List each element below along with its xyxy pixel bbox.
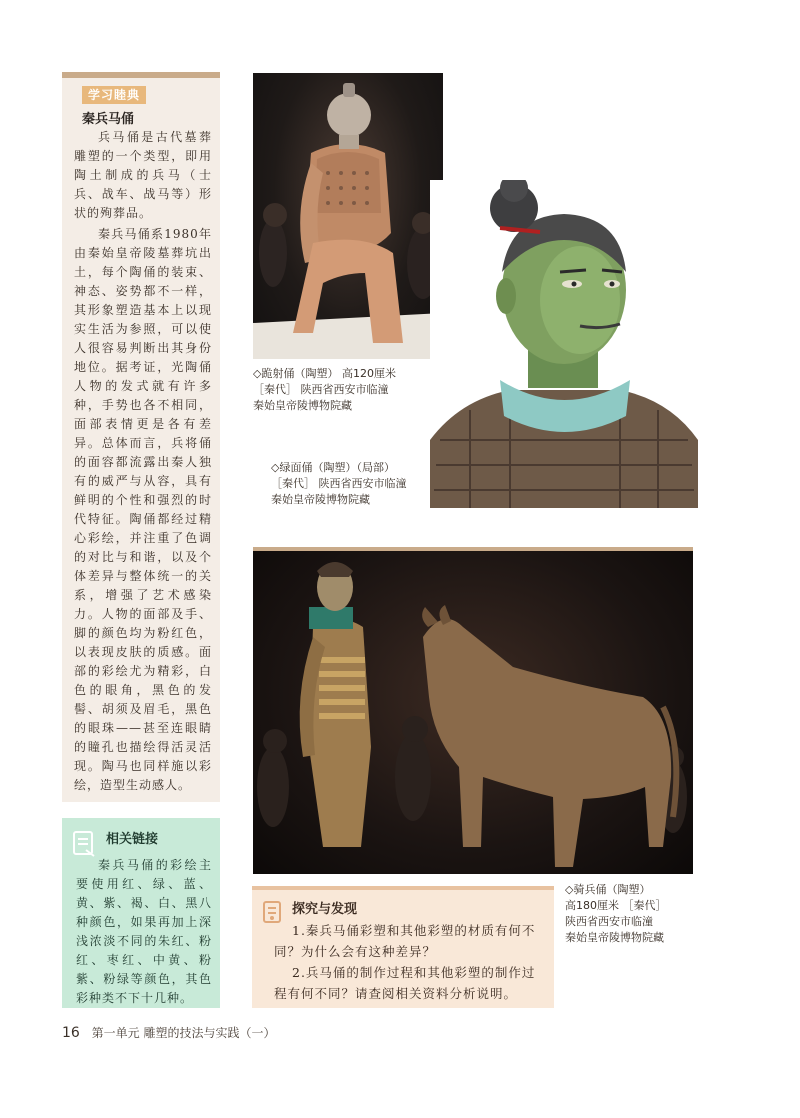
sidebar-paragraph-2: 秦兵马俑系1980年由秦始皇帝陵墓葬坑出土，每个陶俑的装束、神态、姿势都不一样，其形象塑造基本上以现实生活为参照，可以使人很容易判断出其身份地位。据考证，光陶俑人物的发式就有许多种，手势也各不相同，面部表情更是各有差异。总体而言，兵将俑的面容都流露出秦人独有的威严与从容，具有鲜明的个性和强烈的时代特征。陶俑都经过精心彩绘，并注重了色调的对比与和谐，以及个体差异与整体统一的关系，增强了艺术感染力。人物的面部及手、脚的颜色均为粉红色，以表现皮肤的质感。面部的彩绘尤为精彩，白色的眼角，黑色的发髻、胡须及眉毛，黑色的眼珠——甚至连眼睛的瞳孔也描绘得活灵活现。陶马也同样施以彩绘，造型生动感人。: [74, 227, 212, 792]
cavalryman-photo: [253, 547, 693, 874]
explore-item-1: 1.秦兵马俑彩塑和其他彩塑的材质有何不同？为什么会有这种差异？: [274, 923, 536, 959]
caption-line: ◇绿面俑（陶塑）（局部）: [271, 461, 395, 474]
caption-line: 陕西省西安市临潼: [565, 915, 653, 928]
document-icon: [72, 830, 98, 858]
caption-line: 高180厘米 ［秦代］: [565, 899, 667, 912]
page-number: 16: [62, 1025, 80, 1041]
caption-green-faced-figure: [271, 460, 431, 508]
footer-text: 第一单元 雕塑的技法与实践（一）: [91, 1026, 276, 1040]
caption-line: ◇骑兵俑（陶塑）: [565, 883, 651, 896]
cavalryman-and-horse: [253, 547, 693, 874]
explore-box: [252, 886, 554, 1008]
sidebar-heading: 秦兵马俑: [82, 112, 135, 127]
explore-item-2: 2.兵马俑的制作过程和其他彩塑的制作过程有何不同？请查阅相关资料分析说明。: [274, 965, 536, 1001]
related-body: 秦兵马俑的彩绘主要使用红、绿、蓝、黄、紫、褐、白、黑八种颜色，如果再加上深浅浓淡不同的朱红、粉红、枣红、中黄、粉紫、粉绿等颜色，其色彩种类不下十几种。: [76, 858, 212, 1005]
sidebar-title-wrap: [82, 84, 146, 104]
sidebar-title: 学习睦典: [82, 86, 146, 104]
caption-cavalryman: [565, 882, 705, 946]
explore-body: [274, 920, 546, 1004]
caption-line: 秦始皇帝陵博物院藏: [565, 931, 664, 944]
explore-title: 探究与发现: [292, 902, 358, 917]
photo-top-bar: [253, 547, 693, 551]
green-faced-figure-photo: [430, 180, 698, 508]
kneeling-archer-photo: [253, 73, 443, 359]
caption-line: ◇跪射俑（陶塑） 高120厘米: [253, 367, 396, 380]
sidebar-top-bar: [62, 72, 220, 78]
caption-line: ［秦代］ 陕西省西安市临潼: [271, 477, 407, 490]
study-sidebar: [62, 72, 220, 802]
kneeling-archer-figure: [253, 73, 443, 359]
sidebar-body: [74, 128, 212, 797]
caption-kneeling-archer: [253, 366, 433, 414]
caption-line: 秦始皇帝陵博物院藏: [271, 493, 370, 506]
page-footer: [62, 1024, 275, 1041]
green-faced-figure: [430, 180, 698, 508]
explore-top-bar: [252, 886, 554, 890]
sidebar-paragraph-1: 兵马俑是古代墓葬雕塑的一个类型，即用陶土制成的兵马（士兵、战车、战马等）形状的殉葬品。: [74, 130, 212, 220]
caption-line: 秦始皇帝陵博物院藏: [253, 399, 352, 412]
caption-line: ［秦代］ 陕西省西安市临潼: [253, 383, 389, 396]
related-title: 相关链接: [106, 832, 159, 847]
related-link-box: [62, 818, 220, 1008]
